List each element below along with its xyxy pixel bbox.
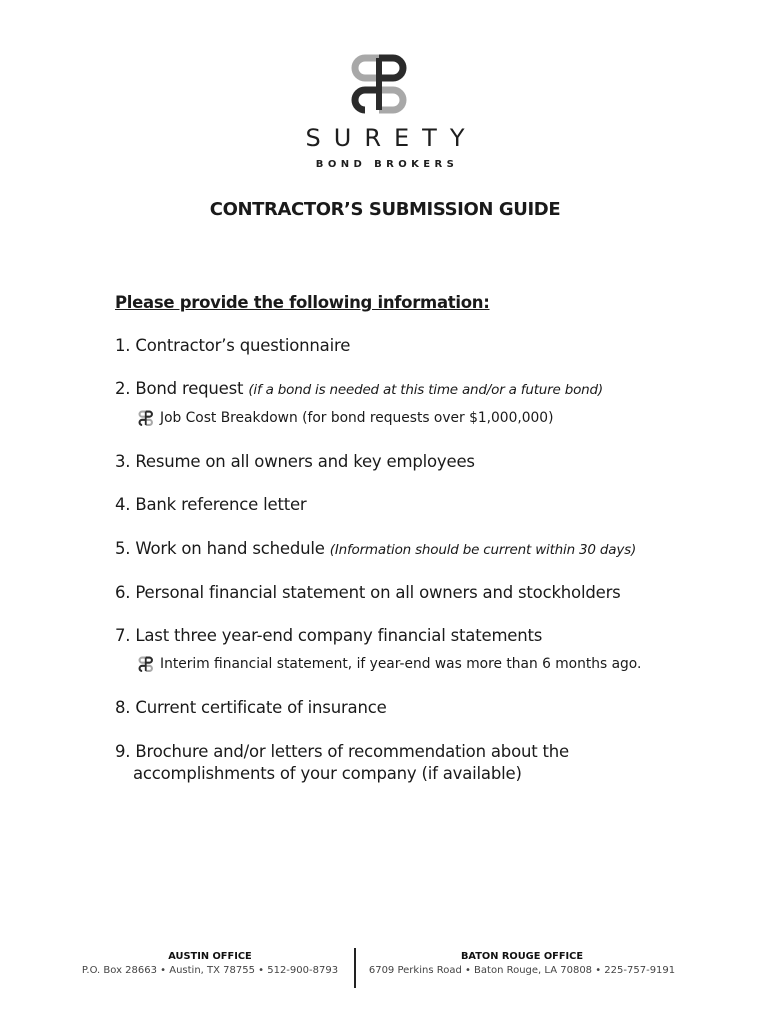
bullet-logo-icon (138, 656, 154, 672)
list-item (115, 495, 307, 514)
footer-austin-office (70, 951, 350, 976)
list-item (115, 626, 542, 645)
list-item-text: 3. Resume on all owners and key employees (115, 452, 475, 471)
bullet-logo-icon (138, 410, 154, 426)
footer-heading: AUSTIN OFFICE (168, 951, 252, 962)
sub-item (138, 410, 553, 426)
sub-item-text: Job Cost Breakdown (for bond requests over $1,000,000) (160, 410, 554, 426)
list-item (115, 452, 475, 471)
footer-heading: BATON ROUGE OFFICE (460, 951, 584, 962)
list-item-text: 4. Bank reference letter (115, 495, 307, 514)
list-item-note: (Information should be current within 30 days) (329, 542, 637, 558)
brand-tagline: BOND BROKERS (315, 159, 459, 170)
footer-address: 6709 Perkins Road • Baton Rouge, LA 70808 • 225-757-9191 (368, 965, 676, 976)
list-item-text: 5. Work on hand schedule (115, 539, 330, 558)
page-title: CONTRACTOR’S SUBMISSION GUIDE (209, 199, 561, 220)
list-item (115, 583, 621, 602)
footer-address: P.O. Box 28663 • Austin, TX 78755 • 512-900-8793 (81, 965, 339, 976)
list-item (115, 379, 603, 398)
brand-name: SURETY (305, 124, 478, 152)
list-item-text-continued: accomplishments of your company (if available) (133, 764, 522, 783)
list-item (115, 539, 636, 558)
list-item-text: 7. Last three year-end company financial statements (115, 626, 543, 645)
sub-item-text: Interim financial statement, if year-end was more than 6 months ago. (160, 656, 642, 672)
list-item-text: 6. Personal financial statement on all owners and stockholders (115, 583, 621, 602)
list-item-text: 1. Contractor’s questionnaire (115, 336, 351, 355)
footer-baton-rouge-office (362, 951, 682, 976)
list-item (115, 741, 569, 785)
surety-logo-icon (349, 52, 411, 114)
list-item (115, 336, 350, 355)
list-item-note: (if a bond is needed at this time and/or a future bond) (248, 382, 603, 398)
sub-item (138, 656, 641, 672)
list-item-text: 2. Bond request (115, 379, 249, 398)
list-item-text: 8. Current certificate of insurance (115, 698, 387, 717)
list-item (115, 698, 387, 717)
intro-heading: Please provide the following information: (115, 293, 490, 312)
footer-divider (354, 948, 356, 988)
list-item-text: 9. Brochure and/or letters of recommendation about the (115, 742, 570, 761)
